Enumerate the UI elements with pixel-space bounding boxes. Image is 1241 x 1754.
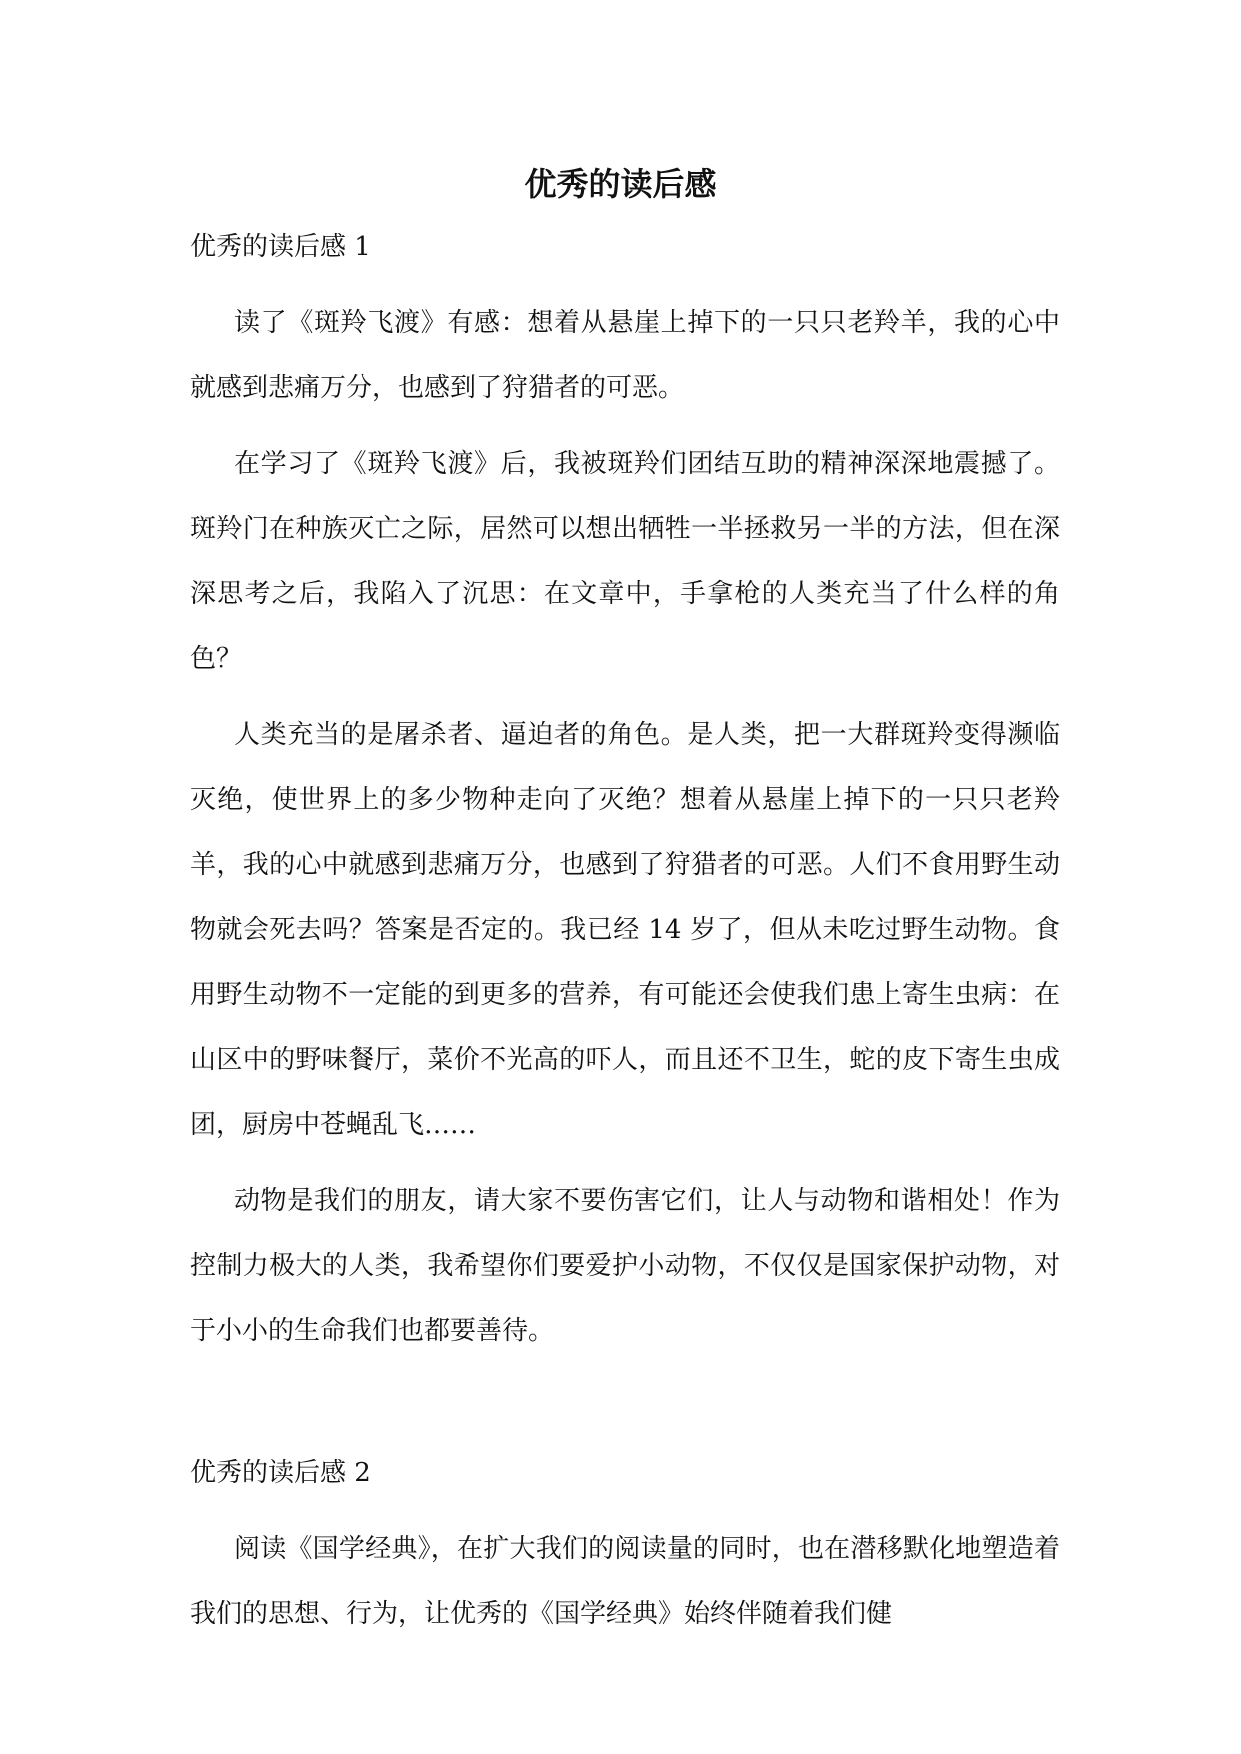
paragraph: 人类充当的是屠杀者、逼迫者的角色。是人类，把一大群斑羚变得濒临灭绝，使世界上的多少物种走向了灭绝？想着从悬崖上掉下的一只只老羚羊，我的心中就感到悲痛万分，也感到了狩猎者的可恶。人们不食用野生动物就会死去吗？答案是否定的。我已经 14 岁了，但从未吃过野生动物。食用野生动物不一定能的到更多的营养，有可能还会使我们患上寄生虫病：在山区中的野味餐厅，菜价不光高的吓人，而且还不卫生，蛇的皮下寄生虫成团，厨房中苍蝇乱飞…… <box>190 720 1060 1140</box>
document-title: 优秀的读后感 <box>524 165 717 203</box>
section-heading: 优秀的读后感 1 <box>190 232 371 262</box>
section-heading: 优秀的读后感 2 <box>190 1458 371 1488</box>
paragraph: 在学习了《斑羚飞渡》后，我被斑羚们团结互助的精神深深地震撼了。斑羚门在种族灭亡之际，居然可以想出牺牲一半拯救另一半的方法，但在深深思考之后，我陷入了沉思：在文章中，手拿枪的人类充当了什么样的角色？ <box>190 449 1060 674</box>
section-spacer <box>190 1375 1060 1453</box>
paragraph: 阅读《国学经典》，在扩大我们的阅读量的同时，也在潜移默化地塑造着我们的思想、行为，让优秀的《国学经典》始终伴随着我们健 <box>190 1534 1060 1629</box>
paragraph: 读了《斑羚飞渡》有感：想着从悬崖上掉下的一只只老羚羊，我的心中就感到悲痛万分，也感到了狩猎者的可恶。 <box>190 308 1060 403</box>
section-1 <box>190 227 1060 1364</box>
section-2 <box>190 1453 1060 1647</box>
document-body <box>190 227 1060 1658</box>
paragraph: 动物是我们的朋友，请大家不要伤害它们，让人与动物和谐相处！作为控制力极大的人类，我希望你们要爱护小动物，不仅仅是国家保护动物，对于小小的生命我们也都要善待。 <box>190 1186 1060 1346</box>
